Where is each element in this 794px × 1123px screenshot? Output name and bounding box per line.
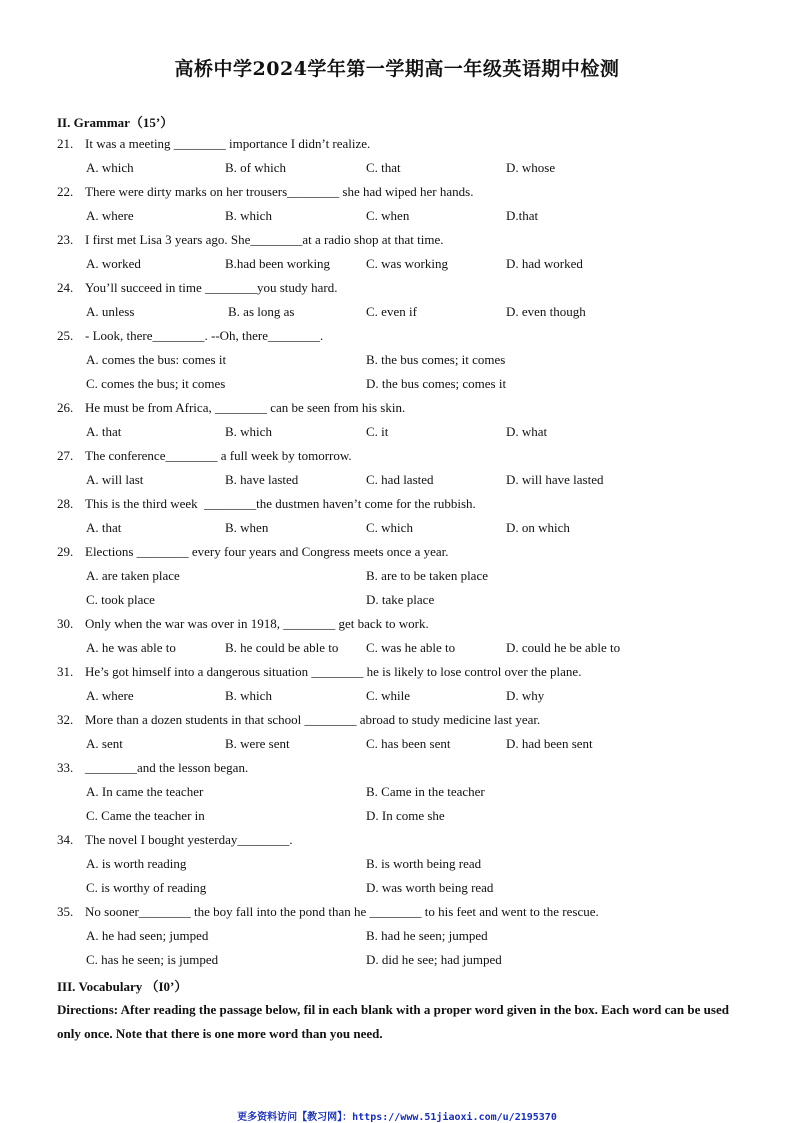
option-c: C. comes the bus; it comes (86, 376, 226, 391)
footer-link[interactable]: 更多资料访问【教习网】：https://www.51jiaoxi.com/u/2195370 (237, 1112, 557, 1123)
option-c: C. was he able to (366, 640, 456, 655)
question-text: He must be from Africa, ________ can be seen from his skin. (85, 400, 406, 415)
option-b: B. the bus comes; it comes (366, 352, 506, 367)
option-b: B. which (225, 208, 272, 223)
option-c: C. has he seen; is jumped (86, 952, 219, 967)
question-text: He’s got himself into a dangerous situation ________ he is likely to lose control over the plane. (85, 664, 582, 679)
question-25 (57, 328, 323, 344)
question-number: 33. (57, 760, 74, 775)
question-number: 25. (57, 328, 74, 343)
question-21 (57, 136, 370, 152)
question-number: 29. (57, 544, 74, 559)
question-29 (57, 544, 449, 560)
question-text: No sooner________ the boy fall into the pond than he ________ to his feet and went to the rescue. (85, 904, 599, 919)
option-c: C. that (366, 160, 401, 175)
question-22 (57, 184, 473, 200)
option-c: C. was working (366, 256, 448, 271)
question-number: 23. (57, 232, 74, 247)
option-a: A. he was able to (86, 640, 176, 655)
option-b: B. when (225, 520, 269, 535)
option-b: B. he could be able to (225, 640, 339, 655)
option-a: A. sent (86, 736, 123, 751)
option-d: D. did he see; had jumped (366, 952, 502, 967)
question-number: 24. (57, 280, 74, 295)
option-b: B. which (225, 688, 272, 703)
option-d: D. In come she (366, 808, 445, 823)
option-d: D. why (506, 688, 545, 703)
question-33 (57, 760, 248, 776)
vocabulary-heading: III. Vocabulary （I0’） (57, 979, 188, 994)
question-27 (57, 448, 352, 464)
vocabulary-directions: Directions: After reading the passage below, fil in each blank with a proper word given in the box. Each word can be used only once. Note that there is one more word than you need. (57, 1002, 729, 1041)
option-b: B. is worth being read (366, 856, 482, 871)
option-c: C. even if (366, 304, 417, 319)
option-a: A. where (86, 208, 134, 223)
question-number: 26. (57, 400, 74, 415)
option-c: C. when (366, 208, 410, 223)
option-c: C. took place (86, 592, 155, 607)
option-d: D. had worked (506, 256, 583, 271)
question-text: More than a dozen students in that school ________ abroad to study medicine last year. (85, 712, 541, 727)
question-text: Only when the war was over in 1918, ________ get back to work. (85, 616, 429, 631)
option-a: A. In came the teacher (86, 784, 204, 799)
option-c: C. is worthy of reading (86, 880, 207, 895)
option-a: A. which (86, 160, 134, 175)
option-a: A. that (86, 424, 122, 439)
option-a: A. is worth reading (86, 856, 187, 871)
question-30 (57, 616, 429, 632)
option-c: C. had lasted (366, 472, 434, 487)
option-b: B.had been working (225, 256, 331, 271)
option-d: D. was worth being read (366, 880, 494, 895)
option-d: D. take place (366, 592, 435, 607)
question-number: 31. (57, 664, 74, 679)
question-text: I first met Lisa 3 years ago. She________at a radio shop at that time. (85, 232, 444, 247)
option-c: C. it (366, 424, 389, 439)
question-text: It was a meeting ________ importance I didn’t realize. (85, 136, 371, 151)
option-c: C. while (366, 688, 411, 703)
option-c: C. which (366, 520, 413, 535)
option-b: B. as long as (228, 304, 295, 319)
question-text: There were dirty marks on her trousers________ she had wiped her hands. (85, 184, 474, 199)
option-a: A. comes the bus: comes it (86, 352, 227, 367)
option-a: A. he had seen; jumped (86, 928, 209, 943)
question-text: The conference________ a full week by tomorrow. (85, 448, 352, 463)
question-text: ________and the lesson began. (85, 760, 249, 775)
question-number: 35. (57, 904, 74, 919)
option-d: D. whose (506, 160, 556, 175)
question-number: 21. (57, 136, 74, 151)
option-c: C. has been sent (366, 736, 451, 751)
option-a: A. where (86, 688, 134, 703)
question-text: This is the third week ________the dustmen haven’t come for the rubbish. (85, 496, 476, 511)
question-number: 30. (57, 616, 74, 631)
question-text: The novel I bought yesterday________. (85, 832, 293, 847)
grammar-heading: II. Grammar（15’） (57, 115, 174, 130)
option-d: D.that (506, 208, 539, 223)
option-b: B. are to be taken place (366, 568, 488, 583)
option-b: B. Came in the teacher (366, 784, 485, 799)
option-a: A. that (86, 520, 122, 535)
option-b: B. have lasted (225, 472, 299, 487)
question-24 (57, 280, 338, 296)
option-b: B. were sent (225, 736, 290, 751)
question-32 (57, 712, 540, 728)
option-d: D. even though (506, 304, 586, 319)
option-d: D. the bus comes; comes it (366, 376, 507, 391)
question-text: You’ll succeed in time ________you study hard. (85, 280, 338, 295)
option-b: B. of which (225, 160, 287, 175)
question-31 (57, 664, 581, 680)
question-23 (57, 232, 444, 248)
question-text: - Look, there________. --Oh, there________. (85, 328, 324, 343)
question-text: Elections ________ every four years and Congress meets once a year. (85, 544, 449, 559)
question-number: 34. (57, 832, 74, 847)
option-b: B. which (225, 424, 272, 439)
option-d: D. on which (506, 520, 570, 535)
option-b: B. had he seen; jumped (366, 928, 488, 943)
page-title: 高桥中学2024学年第一学期高一年级英语期中检测 (174, 58, 620, 80)
question-number: 22. (57, 184, 74, 199)
question-34 (57, 832, 293, 848)
question-number: 27. (57, 448, 74, 463)
option-c: C. Came the teacher in (86, 808, 205, 823)
option-a: A. unless (86, 304, 135, 319)
option-a: A. worked (86, 256, 141, 271)
option-a: A. are taken place (86, 568, 180, 583)
question-28 (57, 496, 476, 512)
option-d: D. could he be able to (506, 640, 621, 655)
option-d: D. had been sent (506, 736, 593, 751)
question-26 (57, 400, 405, 416)
option-d: D. will have lasted (506, 472, 604, 487)
option-d: D. what (506, 424, 548, 439)
question-35 (57, 904, 599, 920)
question-number: 28. (57, 496, 74, 511)
question-number: 32. (57, 712, 74, 727)
option-a: A. will last (86, 472, 144, 487)
